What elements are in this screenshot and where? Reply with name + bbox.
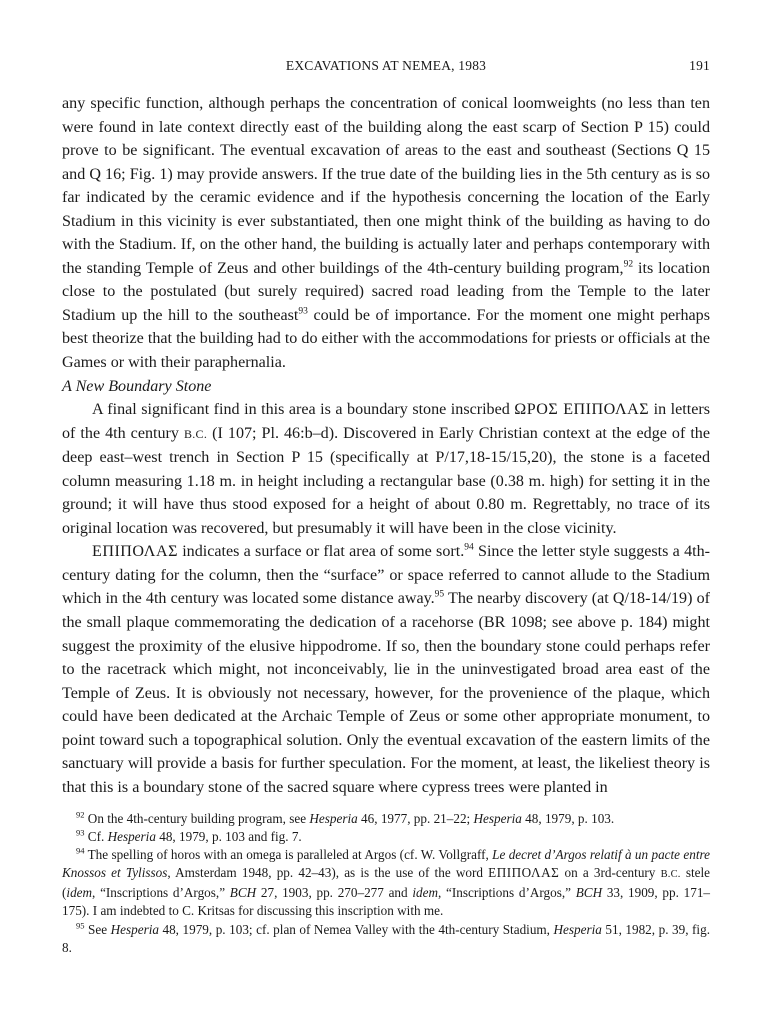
text-run: , “Inscriptions d’Argos,” xyxy=(437,885,576,901)
text-run: Cf. xyxy=(84,829,108,845)
idem: idem xyxy=(66,885,93,901)
era-abbrev: B.C. xyxy=(660,869,681,881)
paragraph-3 xyxy=(62,540,710,799)
running-head-title: EXCAVATIONS AT NEMEA, 1983 xyxy=(285,58,487,73)
journal-title: BCH xyxy=(575,885,603,901)
text-run: See xyxy=(84,921,111,937)
text-run: , Amsterdam 1948, pp. 42–43), as is the use of the word xyxy=(167,865,489,881)
text-run: On the 4th-century building program, see xyxy=(84,811,310,826)
footnote-93 xyxy=(62,828,710,846)
section-heading: A New Boundary Stone xyxy=(62,377,212,395)
journal-title: Hesperia xyxy=(553,921,602,937)
footnotes xyxy=(62,810,710,957)
greek-word: ΕΠΙΠΟΛΑΣ xyxy=(488,865,560,881)
text-run: 48, 1979, p. 103 and fig. 7. xyxy=(155,829,302,845)
page-number: 191 xyxy=(689,58,710,73)
body-text xyxy=(62,92,710,799)
text-run: , “Inscriptions d’Argos,” xyxy=(92,885,230,901)
paragraph-1 xyxy=(62,92,710,375)
footnote-94 xyxy=(62,846,710,920)
journal-title: Hesperia xyxy=(107,829,156,845)
text-run: A final significant find in this area is a boundary stone inscribed xyxy=(92,401,515,419)
journal-title: BCH xyxy=(229,885,257,901)
footnote-ref-94[interactable]: 94 xyxy=(464,543,474,554)
text-run: 46, 1977, pp. 21–22; xyxy=(357,811,474,826)
text-run: its location close to the postulated (but surely required) sacred road leading from the Temple to the later Stadium up the hill to the southeast xyxy=(62,259,710,324)
running-head xyxy=(62,58,710,78)
text-run: 33, 1909, pp. 171–175). I am indebted to C. Kritsas for discussing this inscription with me. xyxy=(62,885,711,919)
text-run: 48, 1979, p. 103; cf. plan of Nemea Valley with the 4th-century Stadium, xyxy=(158,921,554,937)
footnote-number: 94 xyxy=(76,845,85,856)
text-run: on a 3rd-century xyxy=(559,865,661,881)
text-run: 48, 1979, p. 103. xyxy=(521,811,615,826)
footnote-number: 92 xyxy=(76,809,85,820)
greek-word: ΕΠΙΠΟΛΑΣ xyxy=(92,543,178,561)
era-abbrev: B.C. xyxy=(183,426,208,441)
text-run: (I 107; Pl. 46:b–d). Discovered in Early Christian context at the edge of the deep east–west trench in Section P 15 (specifically at P/17,18-15/15,20), the stone is a faceted column measuring 1.18 m. in height including a rectangular base (0.38 m. high) for setting it in the ground; it will have thus stood exposed for a height of about 0.80 m. Regrettably, no trace of its original location was recovered, but presumably it will have been in the close vicinity. xyxy=(62,424,711,537)
text-run: in letters of the 4th century xyxy=(62,401,711,442)
journal-title: Hesperia xyxy=(473,811,522,826)
footnote-ref-93[interactable]: 93 xyxy=(298,306,308,317)
footnote-number: 95 xyxy=(76,920,85,931)
journal-title: Hesperia xyxy=(309,811,358,826)
text-run: could be of importance. For the moment one might perhaps best theorize that the building had to do either with the accommodations for priests or officials at the Games or with their paraphernalia. xyxy=(62,306,710,372)
text-run: indicates a surface or flat area of some sort. xyxy=(177,543,465,561)
idem: idem xyxy=(412,885,438,901)
journal-title: Hesperia xyxy=(110,921,159,937)
text-run: The spelling of horos with an omega is paralleled at Argos (cf. W. Vollgraff, xyxy=(84,847,493,863)
text-run: 27, 1903, pp. 270–277 and xyxy=(256,885,413,901)
footnote-number: 93 xyxy=(76,827,85,838)
text-run: The nearby discovery (at Q/18-14/19) of the small plaque commemorating the dedication of a racehorse (BR 1098; see above p. 184) might suggest the proximity of the elusive hippodrome. If so, then the boundary stone could perhaps refer to the racetrack which might, not inconceivably, lie in the uninvestigated broad area east of the Temple of Zeus. It is obviously not necessary, however, for the provenience of the plaque, which could have been dedicated at the Archaic Temple of Zeus or some other appropriate monument, to point toward such a topographical solution. Only the eventual excavation of the eastern limits of the sanctuary will provide a basis for further speculation. For the moment, at least, the likeliest theory is that this is a boundary stone of the sacred square where cypress trees were planted in xyxy=(62,590,710,796)
footnote-ref-92[interactable]: 92 xyxy=(623,259,634,270)
paragraph-2 xyxy=(62,398,710,540)
text-run: Since the letter style suggests a 4th-century dating for the column, then the “surface” or space referred to cannot allude to the Stadium which in the 4th century was located some distance away. xyxy=(62,543,710,608)
greek-inscription: ΩΡΟΣ ΕΠΙΠΟΛΑΣ xyxy=(514,401,650,419)
text-run: stele ( xyxy=(62,865,710,901)
book-title: Le decret d’Argos relatif à un pacte entre Knossos et Tylissos xyxy=(62,847,710,881)
footnote-92 xyxy=(62,810,710,828)
text-run: any specific function, although perhaps the concentration of conical loomweights (no less than ten were found in late context directly east of the building along the east scarp of Section P 15) could prove to be significant. The eventual excavation of areas to the east and southeast (Sections Q 15 and Q 16; Fig. 1) may provide answers. If the true date of the building lies in the 5th century as is so far indicated by the ceramic evidence and if the hypothesis concerning the location of the Early Stadium in this vicinity is ever substantiated, then one might think of the building as having to do with the Stadium. If, on the other hand, the building is actually later and perhaps contemporary with the standing Temple of Zeus and other buildings of the 4th-century building program, xyxy=(62,95,710,277)
footnote-ref-95[interactable]: 95 xyxy=(434,590,445,601)
text-run: 51, 1982, p. 39, fig. 8. xyxy=(62,921,710,955)
footnote-95 xyxy=(62,921,710,957)
